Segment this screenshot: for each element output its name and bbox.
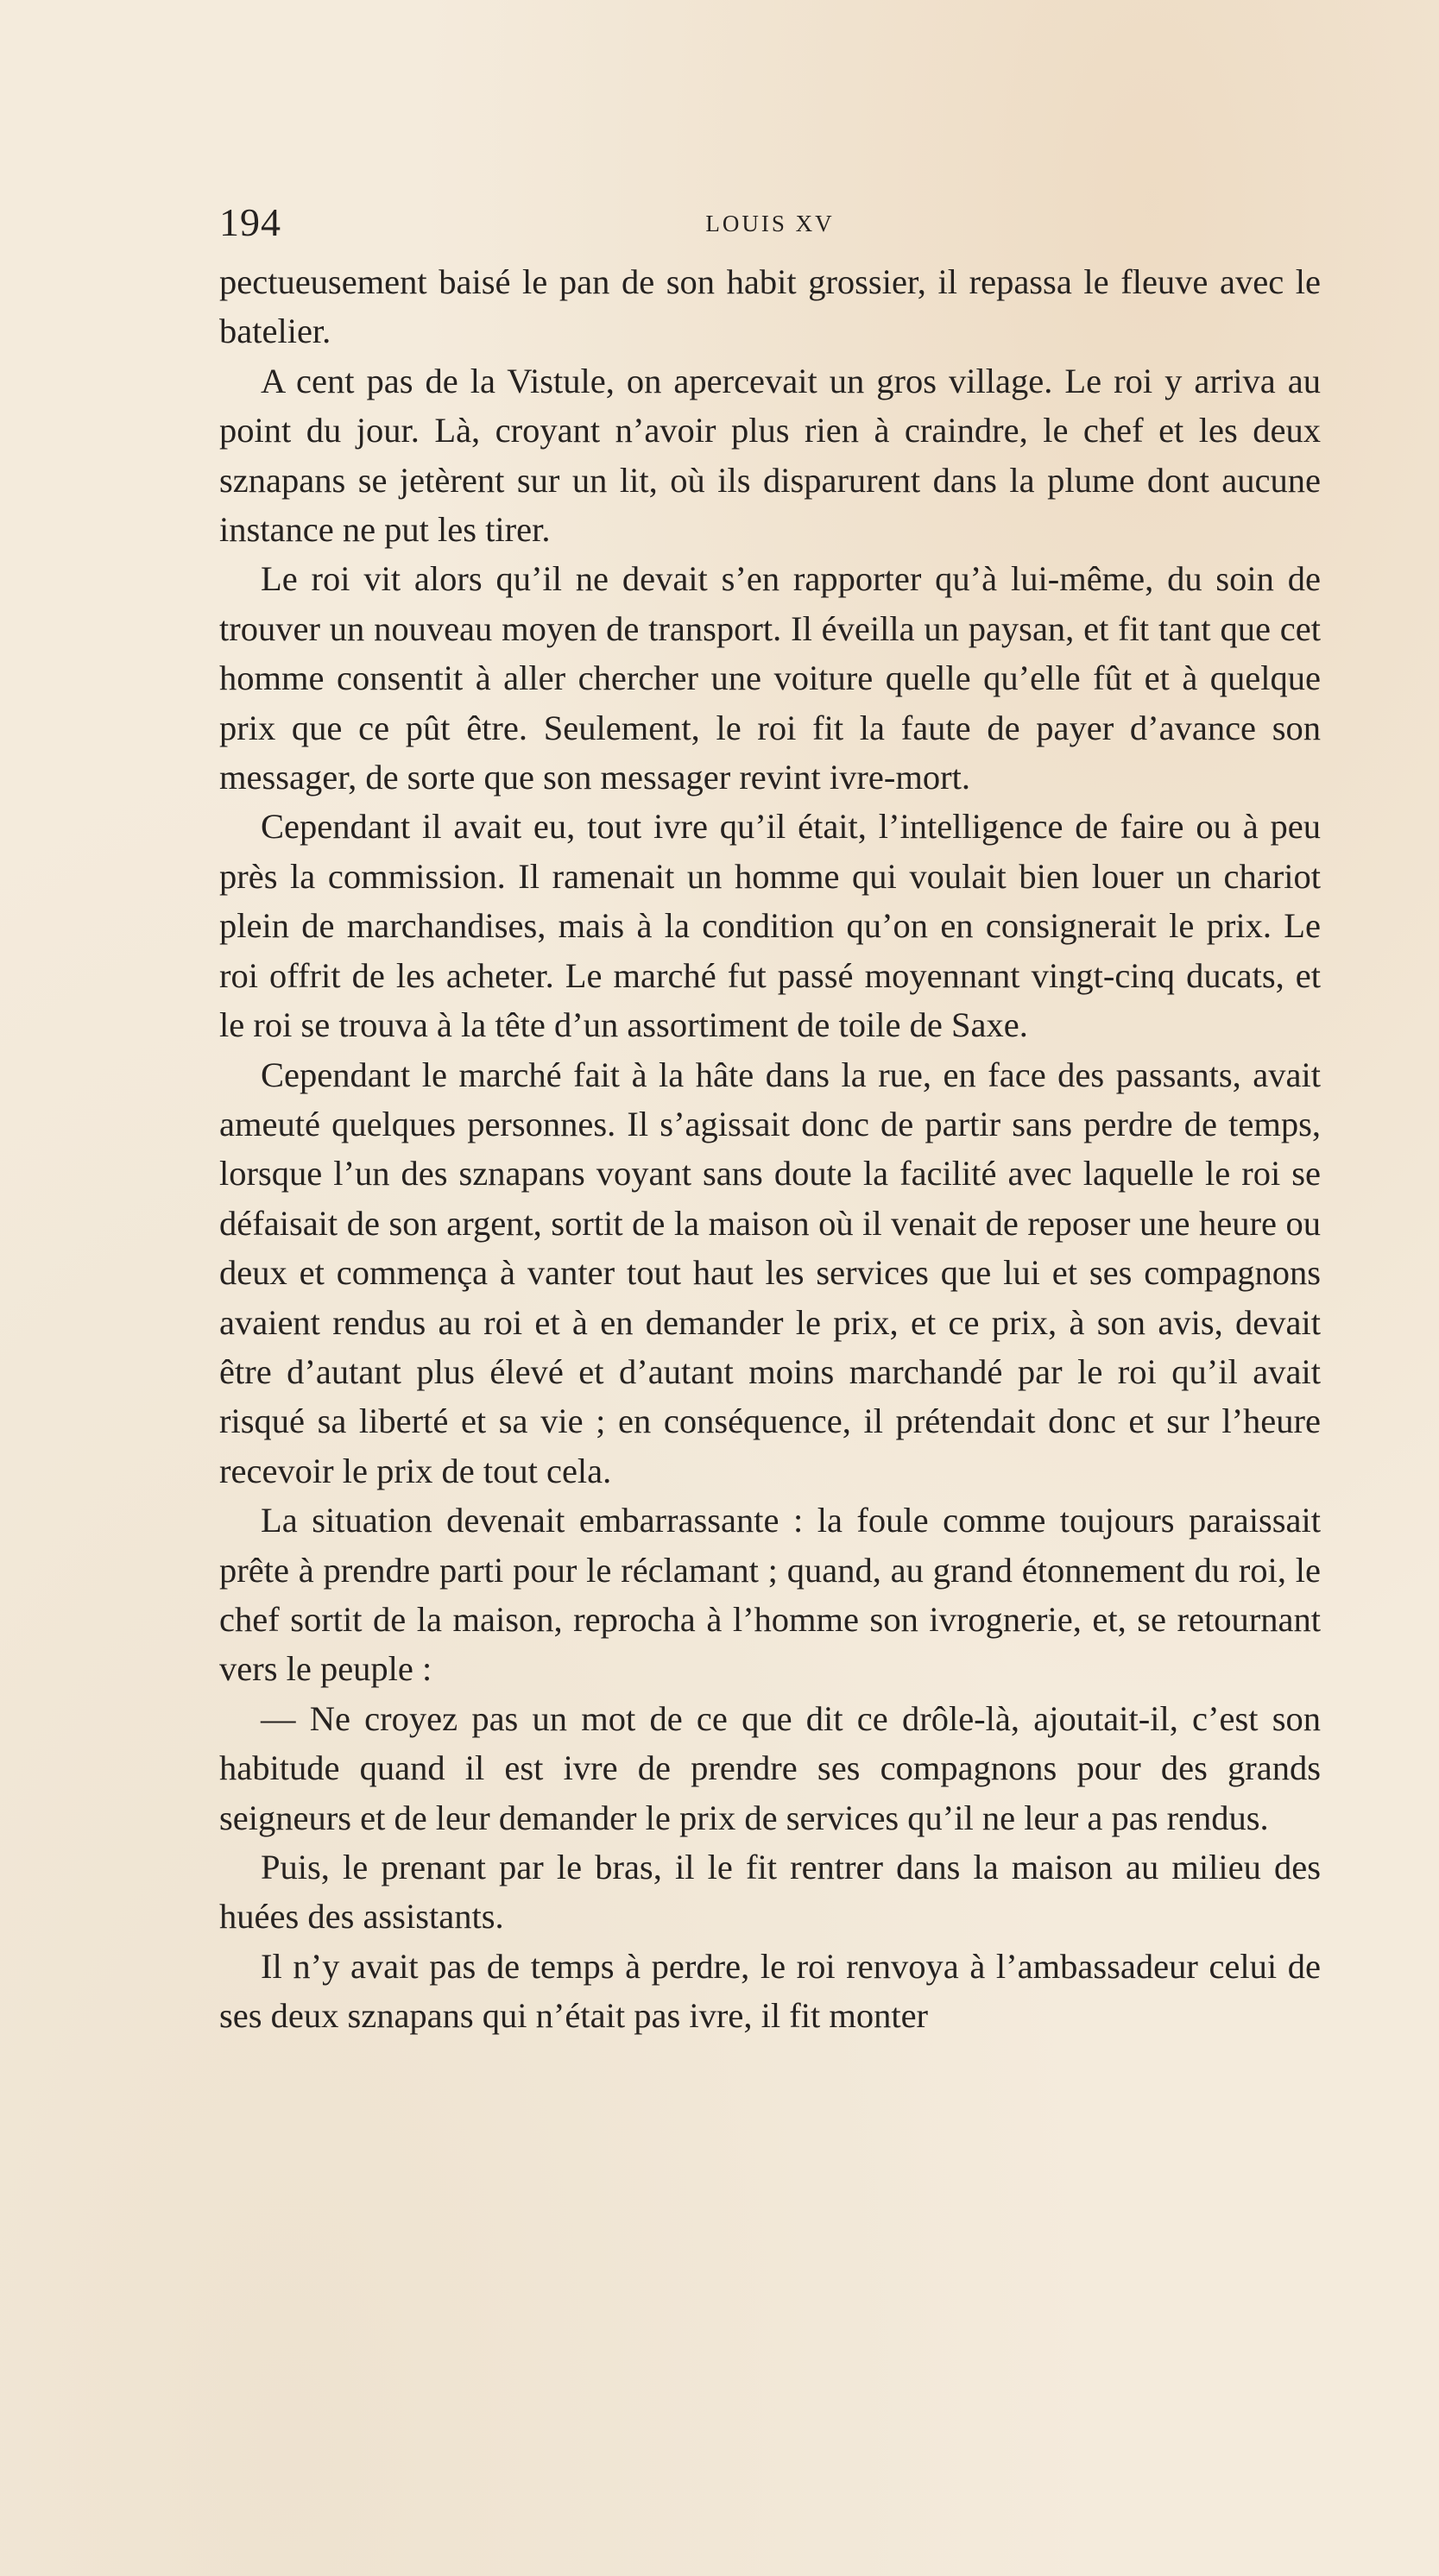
paragraph-dialogue: — Ne croyez pas un mot de ce que dit ce drôle-là, ajoutait-il, c’est son habitude quand il est ivre de prendre ses compagnons pour des grands seigneurs et de leur demander le prix de services qu’il ne leur a pas rendus.	[219, 1698, 1321, 1837]
paragraph: La situation devenait embarrassante : la foule comme toujours paraissait prête à prendre parti pour le réclamant ; quand, au grand étonnement du roi, le chef sortit de la maison, reprocha à l’homme son ivrognerie, et, se retournant vers le peuple :	[219, 1501, 1321, 1689]
page-header	[219, 197, 1321, 249]
running-title: LOUIS XV	[705, 211, 835, 236]
paragraph: Cependant le marché fait à la hâte dans la rue, en face des passants, avait ameuté quelques personnes. Il s’agissait donc de partir sans perdre de temps, lorsque l’un des sznapans voyant sans doute la facilité avec laquelle le roi se défaisait de son argent, sortit de la maison où il venait de reposer une heure ou deux et commença à vanter tout haut les services que lui et ses compagnons avaient rendus au roi et à en demander le prix, et ce prix, à son avis, devait être d’autant plus élevé et d’autant moins marchandé par le roi qu’il avait risqué sa liberté et sa vie ; en conséquence, il prétendait donc et sur l’heure recevoir le prix de tout cela.	[219, 1055, 1321, 1490]
paragraph: Cependant il avait eu, tout ivre qu’il était, l’intelligence de faire ou à peu près la commission. Il ramenait un homme qui voulait bien louer un chariot plein de marchandises, mais à la condition qu’on en consignerait le prix. Le roi offrit de les acheter. Le marché fut passé moyennant vingt-cinq ducats, et le roi se trouva à la tête d’un assortiment de toile de Saxe.	[219, 807, 1321, 1045]
page-number: 194	[219, 200, 281, 244]
paragraph: Le roi vit alors qu’il ne devait s’en rapporter qu’à lui-même, du soin de trouver un nouveau moyen de transport. Il éveilla un paysan, et fit tant que cet homme consentit à aller chercher une voiture quelle qu’elle fût et à quelque prix que ce pût être. Seulement, le roi fit la faute de payer d’avance son messager, de sorte que son messager revint ivre-mort.	[219, 559, 1321, 797]
paragraph: Il n’y avait pas de temps à perdre, le roi renvoya à l’ambassadeur celui de ses deux sznapans qui n’était pas ivre, il fit monter	[219, 1946, 1321, 2036]
paragraph: Puis, le prenant par le bras, il le fit rentrer dans la maison au milieu des huées des assistants.	[219, 1848, 1321, 1937]
paragraph: A cent pas de la Vistule, on apercevait un gros village. Le roi y arriva au point du jour. Là, croyant n’avoir plus rien à craindre, le chef et les deux sznapans se jetèrent sur un lit, où ils disparurent dans la plume dont aucune instance ne put les tirer.	[219, 361, 1321, 550]
body-text	[219, 257, 1321, 2041]
paragraph-continued: pectueusement baisé le pan de son habit grossier, il repassa le fleuve avec le batelier.	[219, 262, 1321, 351]
